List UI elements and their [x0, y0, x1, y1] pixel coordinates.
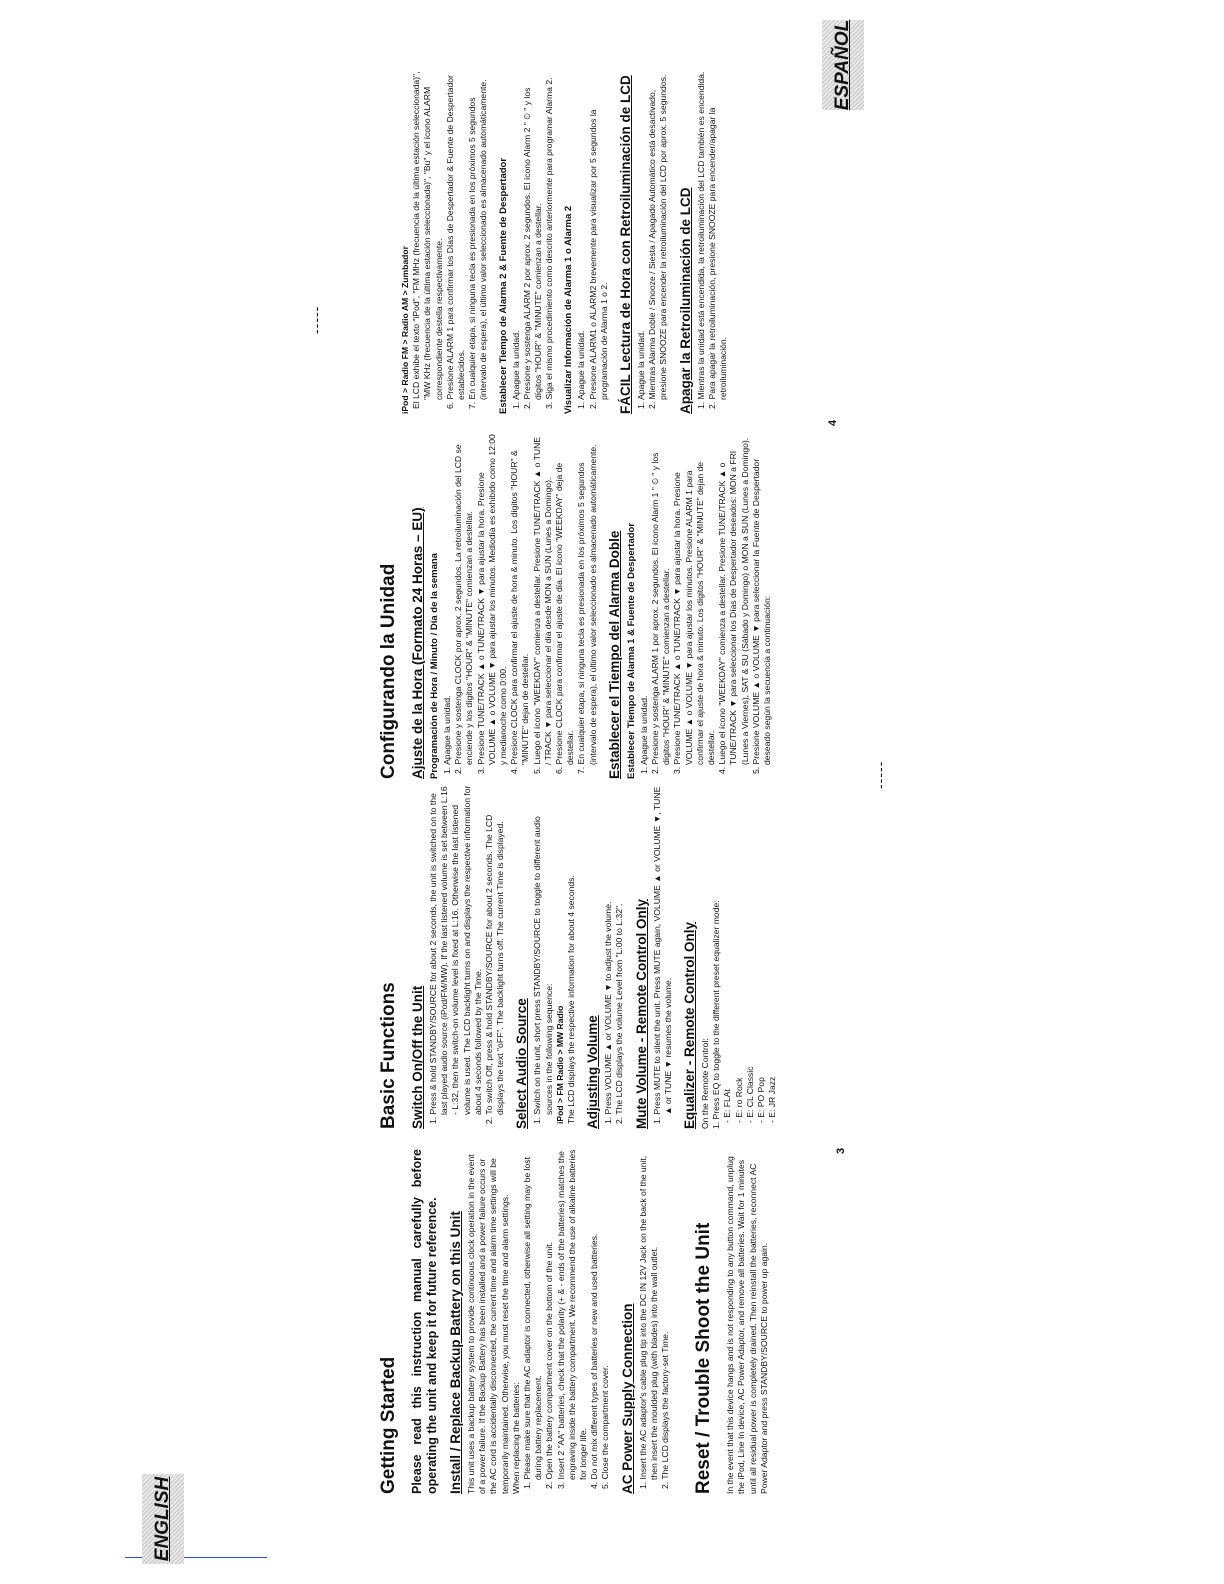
list-item: 1. Apague la unidad.	[442, 695, 452, 774]
eq-modes	[722, 784, 778, 1129]
hora-subheading: Programación de Hora / Minuto / Día de la semana	[429, 553, 440, 779]
list-item: 2. The LCD displays the factory-set Time.	[660, 1331, 671, 1489]
mute-steps	[652, 784, 674, 1129]
column-getting-started	[370, 1149, 770, 1494]
list-item: 1. Mientras la unidad está encendida, la retroiluminación del LCD también es encendida.	[695, 71, 706, 409]
list-item: 3. Presione TUNE/TRACK ▲ o TUNE/TRACK ▼ para ajustar la hora. Presione VOLUME ▲ o VOLUME ▼ para ajustar los minutos. Mediodía es exhibido como 12:00 y medianoche como 0:00.	[475, 434, 509, 774]
list-item: 1. Apague la unidad.	[576, 330, 587, 409]
list-item: - E: PO Pop	[756, 1077, 767, 1123]
list-item: 2. Presione ALARM1 o ALARM2 brevemente para visualizar por 5 segundos la programación de Alarma 1 o 2.	[587, 109, 609, 409]
source-heading: Select Audio Source	[514, 998, 530, 1129]
alarma-2-steps	[511, 64, 556, 414]
list-item: 1. Press & hold STANDBY/SOURCE for about 2 seconds, the unit is switched on to the last played audio source (iPod/FM/MW). If the last listened volume is set between L:16 - L:32, then the switch-on volume level is fixed at L:16. Otherwise the last listened volume is used. The LCD backlight turns on and displays the respective information for about 4 seconds followed by the Time.	[428, 785, 483, 1124]
list-item: 4. Luego el ícono "WEEKDAY" comienza a destellar. Presione TUNE/TRACK ▲ o TUNE/TRACK ▼ para seleccionar los Días de Despertador deseados: MON a FRI (Lunes a Viernes), SAT & SU (Sábado y Domingo) o MON a SUN (Lunes a Domingo).	[717, 437, 750, 774]
list-item: 6. Presione ALARM 1 para confirmar los Días de Despertador & Fuente de Despertador establecidos.	[444, 75, 467, 409]
page-number-4: 4	[827, 419, 839, 426]
list-item: - E: JR Jazz	[767, 1076, 778, 1123]
eq-step: 1. Press EQ to toggle to the different preset equalizer mode:	[711, 900, 722, 1129]
volume-heading: Adjusting Volume	[585, 1015, 601, 1129]
list-item: 6. Presione CLOCK para confirmar el ajuste de día. El ícono "WEEKDAY" deja de destellar.	[554, 462, 576, 774]
list-item: 5. Close the compartment cover.	[600, 1365, 611, 1489]
alarma-1-subheading: Establecer Tiempo de Alarma 1 & Fuente de Despertador	[625, 522, 637, 779]
getting-started-title: Getting Started	[378, 1356, 399, 1494]
list-item: 3. Insert 2 "AA" batteries, check that the polarity (+ & - ends of the batteries) matches the engraving inside the battery compartment. We recommend the use of alkaline batteries for longer life.	[555, 1149, 589, 1489]
visualizar-subheading: Visualizar Información de Alarma 1 o Alarma 2	[563, 205, 575, 414]
intro-text: Please read this instruction manual carefully before operating the unit and keep it for future reference.	[410, 1149, 439, 1494]
equalizer-heading: Equalizer - Remote Control Only	[682, 921, 698, 1129]
source-steps	[532, 784, 577, 1129]
list-item: - E: CL Classic	[744, 1066, 755, 1123]
lang-label-english	[142, 1474, 184, 1564]
replace-steps	[522, 1149, 612, 1494]
page-number-3: 3	[835, 1147, 847, 1154]
list-item: 2. Para apagar la retroiluminación, presione SNOOZE para encender/apagar la retroiluminación.	[706, 107, 729, 409]
list-item: 2. Presione y sostenga ALARM 2 por aprox. 2 segundos. El ícono Alarm 2 " ⏲ " y los dígitos "HOUR" & "MINUTE" comienzan a destellar.	[521, 87, 544, 409]
alarma-1-steps	[639, 434, 773, 779]
separator-top: -----	[308, 305, 324, 334]
continued-steps	[411, 64, 489, 414]
list-item: 3. Presione TUNE/TRACK ▲ o TUNE/TRACK ▼ para ajustar la hora. Presione VOLUME ▲ o VOLUME ▼ para ajustar los minutos. Presione ALARM 1 para confirmar el ajuste de hora & minuto. Los dígitos "HOUR" & "MINUTE" dejan de destellar.	[672, 461, 717, 774]
column-alarm-continued	[400, 64, 729, 414]
switch-heading: Switch On/Off the Unit	[410, 985, 425, 1129]
list-item: - E: ro Rock	[733, 1077, 744, 1123]
list-item: - E: FLAt	[722, 1089, 733, 1123]
list-item: 1. Please make sure that the AC adaptor is connected, otherwise all setting may be lost during battery replacement.	[522, 1157, 544, 1489]
replace-lead: When replacing the batteries:	[510, 1382, 521, 1494]
lang-es-text: ESPAÑOL	[832, 19, 853, 111]
mute-heading: Mute Volume - Remote Control Only	[633, 898, 649, 1129]
list-item: 5. Luego el ícono "WEEKDAY" comienza a destellar. Presione TUNE/TRACK ▲ o TUNE / TRACK ▼ para seleccionar el día desde MON a SUN (Lunes a Domingo).	[531, 436, 553, 774]
list-item: 1. Switch on the unit, short press STANDBY/SOURCE to toggle to different audio sources in the following sequence:	[532, 816, 554, 1124]
column-configurando	[370, 434, 773, 779]
list-item: The LCD displays the respective information for about 4 seconds.	[566, 875, 577, 1124]
list-item: iPod > FM Radio > MW Radio	[554, 1005, 565, 1124]
list-item: 7. En cualquier etapa, si ninguna tecla es presionada en los próximos 5 segundos (intervalo de espera), el último valor seleccionado es almacenado automáticamente.	[467, 79, 489, 409]
backup-battery-heading: Install / Replace Backup Battery on this Unit	[448, 1211, 463, 1494]
facil-steps	[636, 64, 670, 414]
lang-label-espanol	[822, 20, 864, 110]
list-item: 2. Mientras Alarma Doble / Snooze / Siesta / Apagado Automático está desactivado, presione SNOOZE para encender la retroiluminación del LCD por aprox. 5 segundos.	[647, 74, 669, 409]
list-item: 2. The LCD displays the volume Level from "L:00 to L:32".	[614, 903, 625, 1124]
reset-text: In the event that this device hangs and is not responding to any button command, unplug the iPod, Line In device, AC Power Adaptor, and remove all batteries. Wait for 1 minutes until all residual power is completely drained. Then reinstall the batteries, reconnect AC Power Adaptor and press STANDBY/SOURCE to power up again.	[725, 1156, 769, 1494]
eq-lead: On the Remote Control:	[700, 1038, 711, 1129]
hora-heading: Ajuste de la Hora (Formato 24 Horas – EU)	[410, 507, 425, 779]
reset-title: Reset / Trouble Shoot the Unit	[693, 1222, 715, 1494]
ac-power-heading: AC Power Supply Connection	[619, 1303, 635, 1494]
lang-en-text: ENGLISH	[152, 1476, 173, 1562]
visualizar-steps	[576, 64, 610, 414]
list-item: 2. Open the battery compartment cover on the bottom of the unit.	[544, 1242, 555, 1489]
list-item: 1. Press VOLUME ▲ or VOLUME ▼ to adjust the volume.	[603, 901, 614, 1124]
list-item: 3. Siga el mismo procedimiento como descrito anteriormente para programar Alarma 2.	[544, 77, 555, 409]
list-item: 7. En cualquier etapa, si ninguna tecla es presionada en los próximos 5 segundos (intervalo de espera), el último valor seleccionado es almacenado automáticamente.	[576, 444, 598, 774]
list-item: 5. Presione VOLUME ▲ o VOLUME ▼ para seleccionar la Fuente de Despertador deseado según la secuencia a continuación:	[750, 458, 773, 774]
alarma-2-subheading: Establecer Tiempo de Alarma 2 & Fuente de Despertador	[497, 157, 509, 414]
basic-functions-title: Basic Functions	[378, 982, 399, 1129]
list-item: 1. Press MUTE to silent the unit. Press MUTE again, VOLUME ▲ or VOLUME ▼, TUNE ▲ or TUNE ▼ resumes the volume.	[651, 786, 673, 1124]
apagar-steps	[696, 64, 730, 414]
list-item: 1. Apague la unidad.	[638, 695, 649, 774]
list-item: 4. Do not mix different types of batteries or new and used batteries.	[589, 1233, 600, 1489]
switch-steps	[428, 784, 506, 1129]
list-item: 2. To switch Off, press & hold STANDBY/SOURCE for about 2 seconds. The LCD displays the text "oFF". The backlight turns off. The current Time is displayed.	[484, 814, 506, 1124]
list-item: El LCD exhibe el texto "iPod", "FM MHz (frecuencia de la última estación seleccionada)", "MW KHz (frecuencia de la última estación seleccionada)", "Bu" y el ícono ALARM correspondiente destella respectivamente.	[411, 71, 444, 409]
column-basic-functions	[370, 784, 778, 1129]
list-item: 1. Apague la unidad.	[636, 330, 647, 409]
hora-steps	[442, 434, 599, 779]
list-item: 1. Apague la unidad.	[510, 330, 521, 409]
volume-steps	[603, 784, 625, 1129]
alarma-doble-heading: Establecer el Tiempo del Alarma Doble	[606, 530, 622, 779]
separator-bottom: -----	[872, 760, 888, 789]
backup-battery-text: This unit uses a backup battery system to provide continuous clock operation in the event of a power failure. If the Backup Battery has been installed and a power failure occurs or the AC cord is accidentally disconnected, the current time and alarm time settings will be temporarily maintained. Otherwise, you must reset the time and alarm settings.	[466, 1154, 510, 1494]
list-item: 4. Presione CLOCK para confirmar el ajuste de hora & minuto. Los dígitos "HOUR" & "MINUTE" dejan de destellar.	[509, 450, 531, 774]
apagar-heading: Apagar la Retroiluminación de LCD	[677, 187, 693, 414]
facil-heading: FÁCIL Lectura de Hora con Retroiluminación de LCD	[618, 75, 634, 414]
list-item: 2. Presione y sostenga ALARM 1 por aprox. 2 segundos. El ícono Alarm 1 " ⏲ " y los dígitos "HOUR" & "MINUTE" comienzan a destellar.	[650, 452, 672, 774]
configurando-title: Configurando la Unidad	[378, 563, 399, 779]
ac-steps	[638, 1149, 672, 1494]
list-item: 1. Insert the AC adaptor's cable plug tip into the DC IN 12V Jack on the back of the unit, then insert the moulded plug (with blades) into the wall outlet.	[637, 1155, 659, 1489]
wake-source-sequence: iPod > Radio FM > Radio AM > Zumbador	[400, 246, 410, 414]
list-item: 2. Presione y sostenga CLOCK por aprox. 2 segundos. La retroiluminación del LCD se enciende y los dígitos "HOUR" & "MINUTE" comienzan a destellar.	[453, 444, 475, 774]
